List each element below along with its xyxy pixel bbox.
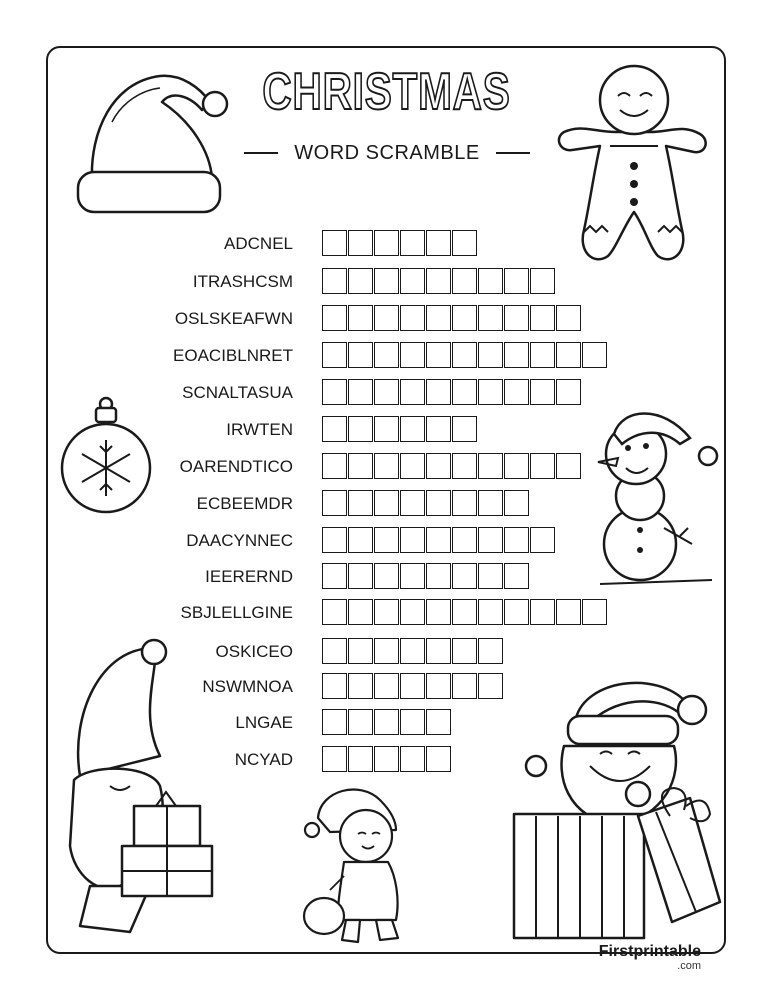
letter-box[interactable] bbox=[452, 305, 477, 331]
letter-box[interactable] bbox=[322, 599, 347, 625]
answer-boxes[interactable] bbox=[322, 527, 556, 553]
letter-box[interactable] bbox=[322, 305, 347, 331]
letter-box[interactable] bbox=[348, 599, 373, 625]
answer-boxes[interactable] bbox=[322, 563, 530, 589]
letter-box[interactable] bbox=[374, 599, 399, 625]
letter-box[interactable] bbox=[322, 490, 347, 516]
letter-box[interactable] bbox=[530, 527, 555, 553]
answer-boxes[interactable] bbox=[322, 230, 478, 256]
letter-box[interactable] bbox=[452, 230, 477, 256]
letter-box[interactable] bbox=[322, 453, 347, 479]
letter-box[interactable] bbox=[556, 379, 581, 405]
letter-box[interactable] bbox=[504, 305, 529, 331]
subtitle-row bbox=[244, 139, 530, 167]
page-title: CHRISTMAS bbox=[262, 63, 511, 121]
letter-box[interactable] bbox=[374, 230, 399, 256]
letter-box[interactable] bbox=[530, 599, 555, 625]
letter-box[interactable] bbox=[556, 599, 581, 625]
scrambled-word: LNGAE bbox=[235, 713, 293, 732]
letter-box[interactable] bbox=[530, 453, 555, 479]
gnome-icon bbox=[60, 636, 230, 946]
answer-boxes[interactable] bbox=[322, 268, 556, 294]
letter-box[interactable] bbox=[322, 230, 347, 256]
letter-box[interactable] bbox=[478, 638, 503, 664]
santa-gift-box-icon bbox=[506, 666, 722, 944]
scrambled-word: SCNALTASUA bbox=[182, 383, 293, 402]
letter-box[interactable] bbox=[478, 305, 503, 331]
letter-box[interactable] bbox=[556, 305, 581, 331]
page-subtitle: WORD SCRAMBLE bbox=[294, 141, 480, 164]
scrambled-word: OSLSKEAFWN bbox=[174, 309, 293, 328]
letter-box[interactable] bbox=[374, 379, 399, 405]
letter-box[interactable] bbox=[374, 416, 399, 442]
letter-box[interactable] bbox=[322, 379, 347, 405]
letter-box[interactable] bbox=[452, 268, 477, 294]
letter-box[interactable] bbox=[530, 379, 555, 405]
letter-box[interactable] bbox=[322, 709, 347, 735]
letter-box[interactable] bbox=[452, 490, 477, 516]
letter-box[interactable] bbox=[426, 379, 451, 405]
letter-box[interactable] bbox=[348, 709, 373, 735]
letter-box[interactable] bbox=[478, 563, 503, 589]
answer-boxes[interactable] bbox=[322, 673, 504, 699]
letter-box[interactable] bbox=[452, 673, 477, 699]
letter-box[interactable] bbox=[504, 379, 529, 405]
letter-box[interactable] bbox=[426, 268, 451, 294]
letter-box[interactable] bbox=[400, 453, 425, 479]
letter-box[interactable] bbox=[400, 416, 425, 442]
letter-box[interactable] bbox=[452, 638, 477, 664]
letter-box[interactable] bbox=[478, 599, 503, 625]
letter-box[interactable] bbox=[374, 453, 399, 479]
letter-box[interactable] bbox=[322, 416, 347, 442]
letter-box[interactable] bbox=[426, 416, 451, 442]
letter-box[interactable] bbox=[504, 490, 529, 516]
scrambled-word: NSWMNOA bbox=[202, 677, 293, 696]
letter-box[interactable] bbox=[504, 563, 529, 589]
letter-box[interactable] bbox=[452, 416, 477, 442]
answer-boxes[interactable] bbox=[322, 638, 504, 664]
brand-name: Firstprintable bbox=[598, 943, 701, 960]
letter-box[interactable] bbox=[426, 638, 451, 664]
letter-box[interactable] bbox=[400, 342, 425, 368]
gingerbread-man-icon bbox=[554, 62, 714, 270]
answer-boxes[interactable] bbox=[322, 379, 582, 405]
letter-box[interactable] bbox=[478, 673, 503, 699]
letter-box[interactable] bbox=[400, 490, 425, 516]
letter-box[interactable] bbox=[348, 746, 373, 772]
letter-box[interactable] bbox=[374, 490, 399, 516]
letter-box[interactable] bbox=[374, 638, 399, 664]
letter-box[interactable] bbox=[400, 709, 425, 735]
letter-box[interactable] bbox=[348, 453, 373, 479]
letter-box[interactable] bbox=[374, 305, 399, 331]
letter-box[interactable] bbox=[400, 305, 425, 331]
answer-boxes[interactable] bbox=[322, 709, 452, 735]
letter-box[interactable] bbox=[504, 342, 529, 368]
letter-box[interactable] bbox=[348, 416, 373, 442]
letter-box[interactable] bbox=[348, 490, 373, 516]
letter-box[interactable] bbox=[400, 563, 425, 589]
letter-box[interactable] bbox=[374, 709, 399, 735]
letter-box[interactable] bbox=[400, 673, 425, 699]
letter-box[interactable] bbox=[348, 673, 373, 699]
letter-box[interactable] bbox=[426, 709, 451, 735]
letter-box[interactable] bbox=[452, 527, 477, 553]
brand-tld: .com bbox=[677, 960, 701, 972]
letter-box[interactable] bbox=[452, 563, 477, 589]
letter-box[interactable] bbox=[348, 527, 373, 553]
letter-box[interactable] bbox=[556, 453, 581, 479]
ornament-icon bbox=[58, 396, 154, 520]
letter-box[interactable] bbox=[374, 342, 399, 368]
letter-box[interactable] bbox=[426, 599, 451, 625]
letter-box[interactable] bbox=[556, 342, 581, 368]
letter-box[interactable] bbox=[504, 268, 529, 294]
scrambled-word: EOACIBLNRET bbox=[173, 346, 293, 365]
letter-box[interactable] bbox=[478, 453, 503, 479]
letter-box[interactable] bbox=[582, 342, 607, 368]
letter-box[interactable] bbox=[348, 379, 373, 405]
scrambled-word: IRWTEN bbox=[226, 420, 293, 439]
letter-box[interactable] bbox=[400, 230, 425, 256]
letter-box[interactable] bbox=[322, 268, 347, 294]
letter-box[interactable] bbox=[374, 268, 399, 294]
letter-box[interactable] bbox=[400, 746, 425, 772]
letter-box[interactable] bbox=[478, 379, 503, 405]
letter-box[interactable] bbox=[400, 268, 425, 294]
answer-boxes[interactable] bbox=[322, 453, 582, 479]
letter-box[interactable] bbox=[400, 599, 425, 625]
letter-box[interactable] bbox=[426, 527, 451, 553]
subtitle-rule-left bbox=[244, 152, 278, 154]
letter-box[interactable] bbox=[478, 490, 503, 516]
answer-boxes[interactable] bbox=[322, 490, 530, 516]
letter-box[interactable] bbox=[426, 230, 451, 256]
letter-box[interactable] bbox=[348, 268, 373, 294]
letter-box[interactable] bbox=[426, 342, 451, 368]
scrambled-word: IEERERND bbox=[205, 567, 293, 586]
elf-girl-icon bbox=[300, 780, 418, 948]
answer-boxes[interactable] bbox=[322, 416, 478, 442]
letter-box[interactable] bbox=[374, 563, 399, 589]
letter-box[interactable] bbox=[400, 379, 425, 405]
letter-box[interactable] bbox=[478, 527, 503, 553]
letter-box[interactable] bbox=[504, 599, 529, 625]
letter-box[interactable] bbox=[426, 305, 451, 331]
scrambled-word: DAACYNNEC bbox=[186, 531, 293, 550]
scrambled-word: ECBEEMDR bbox=[196, 494, 293, 513]
letter-box[interactable] bbox=[426, 563, 451, 589]
subtitle-rule-right bbox=[496, 152, 530, 154]
letter-box[interactable] bbox=[400, 527, 425, 553]
scrambled-word: OSKICEO bbox=[215, 642, 293, 661]
letter-box[interactable] bbox=[322, 342, 347, 368]
letter-box[interactable] bbox=[426, 746, 451, 772]
letter-box[interactable] bbox=[426, 490, 451, 516]
letter-box[interactable] bbox=[530, 305, 555, 331]
letter-box[interactable] bbox=[348, 230, 373, 256]
letter-box[interactable] bbox=[452, 453, 477, 479]
letter-box[interactable] bbox=[374, 746, 399, 772]
letter-box[interactable] bbox=[348, 638, 373, 664]
snowman-icon bbox=[592, 404, 720, 588]
letter-box[interactable] bbox=[426, 453, 451, 479]
letter-box[interactable] bbox=[426, 673, 451, 699]
scrambled-word: ITRASHCSM bbox=[192, 272, 293, 291]
letter-box[interactable] bbox=[478, 268, 503, 294]
santa-hat-icon bbox=[72, 62, 232, 222]
letter-box[interactable] bbox=[322, 527, 347, 553]
letter-box[interactable] bbox=[478, 342, 503, 368]
scrambled-word: ADCNEL bbox=[224, 234, 293, 253]
scrambled-word: NCYAD bbox=[234, 750, 293, 769]
letter-box[interactable] bbox=[348, 342, 373, 368]
letter-box[interactable] bbox=[322, 673, 347, 699]
letter-box[interactable] bbox=[504, 453, 529, 479]
letter-box[interactable] bbox=[582, 599, 607, 625]
letter-box[interactable] bbox=[322, 563, 347, 589]
scrambled-word: OARENDTICO bbox=[179, 457, 293, 476]
letter-box[interactable] bbox=[374, 527, 399, 553]
letter-box[interactable] bbox=[452, 379, 477, 405]
letter-box[interactable] bbox=[452, 599, 477, 625]
letter-box[interactable] bbox=[530, 268, 555, 294]
letter-box[interactable] bbox=[452, 342, 477, 368]
answer-boxes[interactable] bbox=[322, 342, 608, 368]
answer-boxes[interactable] bbox=[322, 305, 582, 331]
letter-box[interactable] bbox=[530, 342, 555, 368]
letter-box[interactable] bbox=[348, 305, 373, 331]
answer-boxes[interactable] bbox=[322, 746, 452, 772]
letter-box[interactable] bbox=[322, 746, 347, 772]
letter-box[interactable] bbox=[504, 527, 529, 553]
brand-logo bbox=[599, 943, 701, 972]
letter-box[interactable] bbox=[374, 673, 399, 699]
scrambled-word: SBJLELLGINE bbox=[180, 603, 293, 622]
letter-box[interactable] bbox=[400, 638, 425, 664]
letter-box[interactable] bbox=[322, 638, 347, 664]
letter-box[interactable] bbox=[348, 563, 373, 589]
answer-boxes[interactable] bbox=[322, 599, 608, 625]
